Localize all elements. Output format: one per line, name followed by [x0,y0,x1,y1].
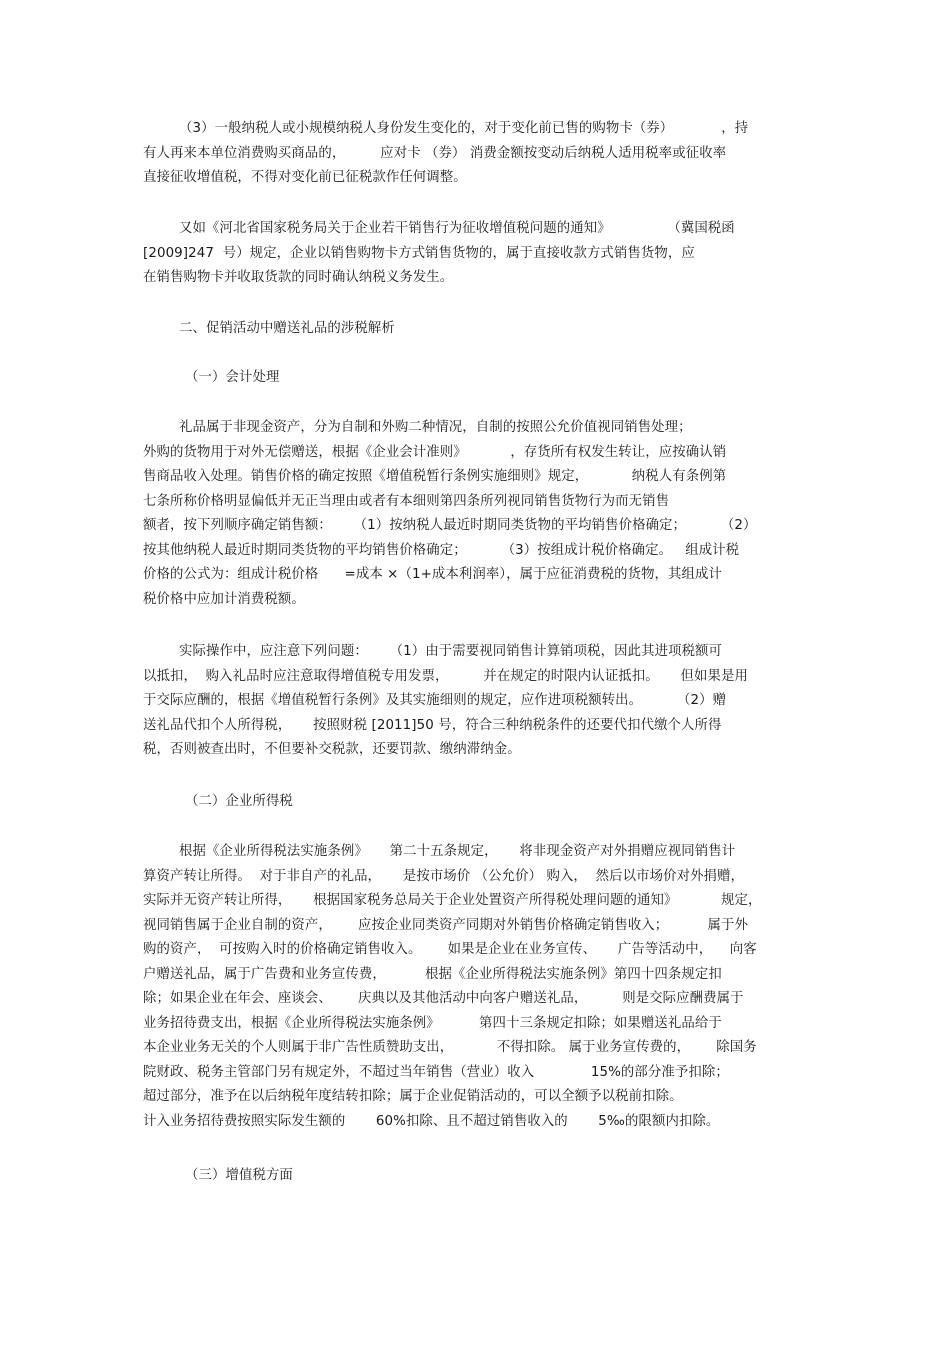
text-line: 以抵扣， 购入礼品时应注意取得增值税专用发票， 并在规定的时限内认证抵扣。 但如果是用 [143,668,748,684]
text-line: 外购的货物用于对外无偿赠送，根据《企业会计准则》 ，存货所有权发生转让，应按确认销 [143,444,727,460]
text-line: 送礼品代扣个人所得税， 按照财税 [2011]50 号，符合三种纳税条件的还要代扣代缴个人所得 [143,717,722,733]
section-title: 二、促销活动中赠送礼品的涉税解析 [179,321,395,336]
text-line: 视同销售属于企业自制的资产， 应按企业同类资产同期对外销售价格确定销售收入； 属于外 [143,917,748,933]
text-line: 额者，按下列顺序确定销售额： （1）按纳税人最近时期同类货物的平均销售价格确定； （2） [143,518,757,533]
text-line: [2009]247 号）规定，企业以销售购物卡方式销售货物的，属于直接收款方式销售货物，应 [143,245,695,261]
subsection-title: （二）企业所得税 [185,794,293,809]
text-line: （3）一般纳税人或小规模纳税人身份发生变化的，对于变化前已售的购物卡（券） ，持 [179,121,749,136]
text-line: 实际并无资产转让所得， 根据国家税务总局关于企业处置资产所得税处理问题的通知》 规定， [143,893,762,908]
text-line: 税价格中应加计消费税额。 [143,591,305,607]
subheading-vat [143,1164,813,1189]
text-line: 算资产转让所得。 对于非自产的礼品， 是按市场价 （公允价） 购入， 然后以市场价对外捐赠， [143,868,745,884]
text-line: 于交际应酬的，根据《增值税暂行条例》及其实施细则的规定，应作进项税额转出。 （2）赠 [143,693,727,708]
subsection-title: （三）增值税方面 [185,1168,293,1183]
text-line: 实际操作中，应注意下列问题： （1）由于需要视同销售计算销项税，因此其进项税额可 [179,644,723,659]
paragraph-income-tax [143,840,813,1134]
subheading-income-tax [143,790,813,815]
paragraph-hebei-notice [143,217,813,291]
text-line: 售商品收入处理。销售价格的确定按照《增值税暂行条例实施细则》规定， 纳税人有条例第 [143,469,727,484]
paragraph-practical-issues [143,640,813,763]
paragraph-gift-accounting [143,416,813,612]
subsection-title: （一）会计处理 [185,370,280,385]
text-line: 购的资产， 可按购入时的价格确定销售收入。 如果是企业在业务宣传、 广告等活动中， 向客 [143,942,757,957]
subheading-accounting [143,366,813,391]
section-heading-gifts [143,317,813,342]
text-line: 业务招待费支出，根据《企业所得税法实施条例》 第四十三条规定扣除；如果赠送礼品给于 [143,1015,722,1031]
text-line: 户赠送礼品，属于广告费和业务宣传费， 根据《企业所得税法实施条例》第四十四条规定扣 [143,966,722,982]
text-line: 计入业务招待费按照实际发生额的 60%扣除、且不超过销售收入的 5‰的限额内扣除。 [143,1113,720,1129]
text-line: 本企业业务无关的个人则属于非广告性质赞助支出， 不得扣除。 属于业务宣传费的， 除国务 [143,1040,757,1055]
text-line: 又如《河北省国家税务局关于企业若干销售行为征收增值税问题的通知》 （冀国税函 [179,221,735,236]
text-line: 根据《企业所得税法实施条例》 第二十五条规定， 将非现金资产对外捐赠应视同销售计 [179,844,736,859]
text-line: 院财政、税务主管部门另有规定外，不超过当年销售（营业）收入 15%的部分准予扣除； [143,1064,729,1080]
text-line: 超过部分，准予在以后纳税年度结转扣除；属于企业促销活动的，可以全额予以税前扣除。 [143,1089,683,1104]
text-line: 有人再来本单位消费购买商品的， 应对卡 （券） 消费金额按变动后纳税人适用税率或征收率 [143,145,727,161]
text-line: 直接征收增值税，不得对变化前已征税款作任何调整。 [143,170,467,185]
text-line: 价格的公式为：组成计税价格 =成本 ×（1+成本利润率），属于应征消费税的货物，其组成计 [143,567,723,582]
text-line: 七条所称价格明显偏低并无正当理由或者有本细则第四条所列视同销售货物行为而无销售 [143,493,670,509]
text-line: 税，否则被查出时，不但要补交税款，还要罚款、缴纳滞纳金。 [143,742,521,757]
text-line: 除；如果企业在年会、座谈会、 庆典以及其他活动中向客户赠送礼品， 则是交际应酬费属于 [143,991,744,1006]
text-line: 礼品属于非现金资产，分为自制和外购二种情况，自制的按照公允价值视同销售处理； [179,420,692,435]
text-line: 按其他纳税人最近时期同类货物的平均销售价格确定； （3）按组成计税价格确定。 组成计税 [143,542,740,558]
paragraph-prepaid-card-status-change [143,117,813,191]
text-line: 在销售购物卡并收取货款的同时确认纳税义务发生。 [143,270,454,285]
